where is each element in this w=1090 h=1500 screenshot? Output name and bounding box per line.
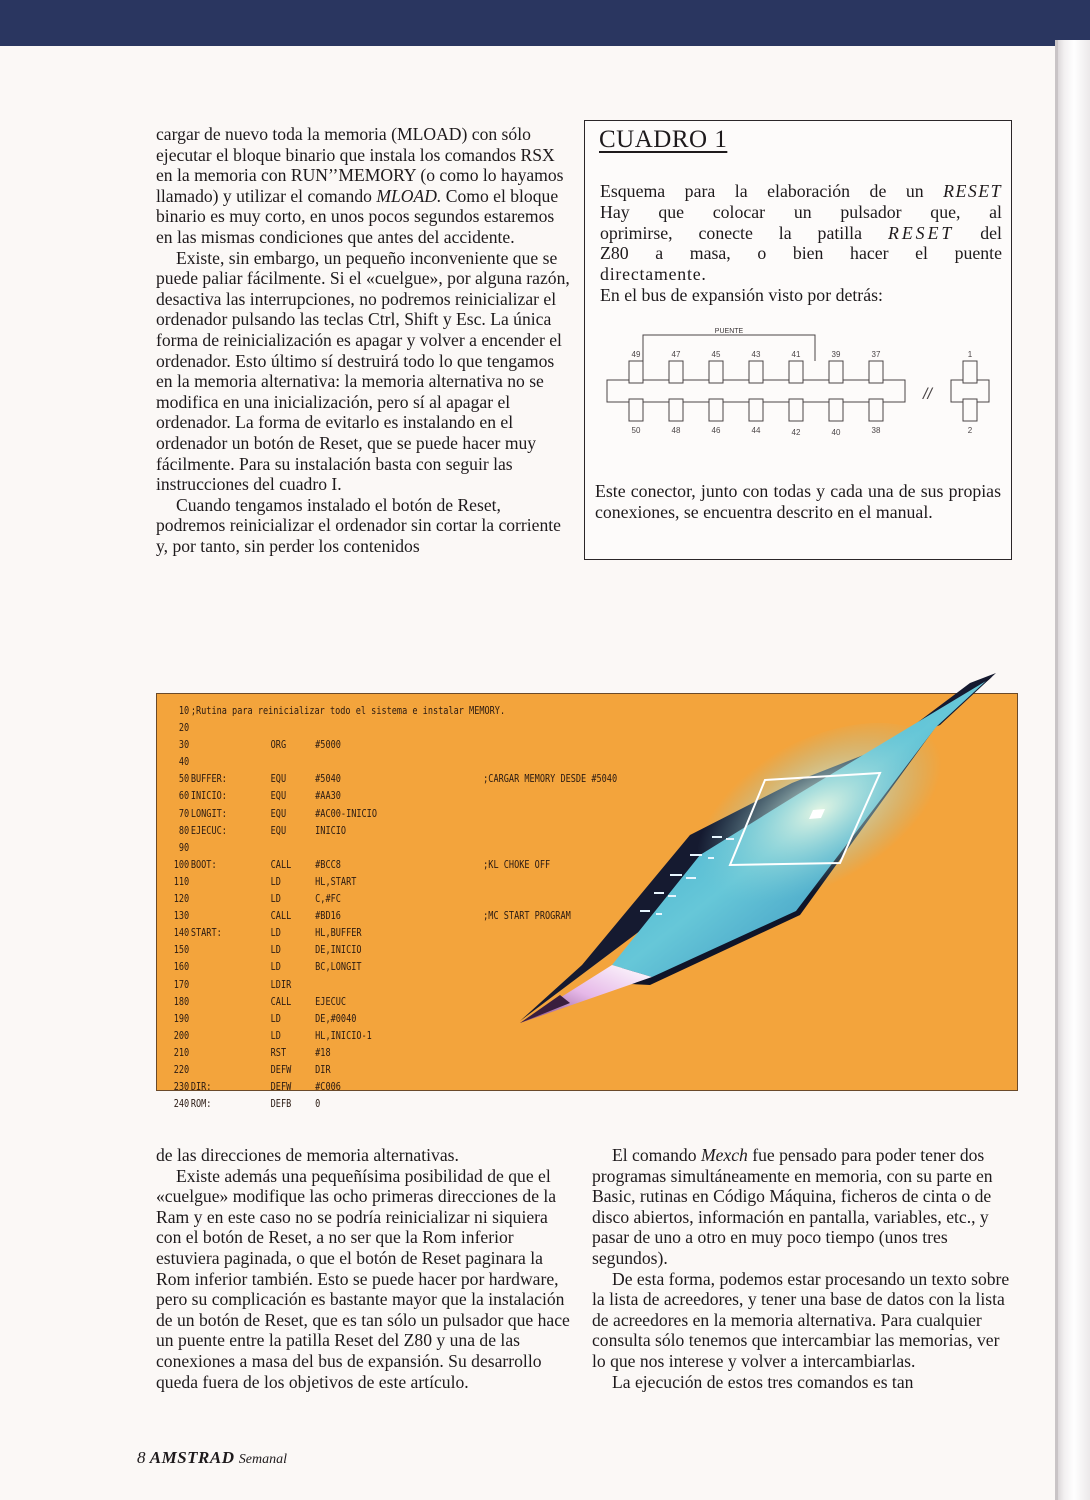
- code-opcode: EQU: [270, 774, 287, 786]
- code-line-number: 150: [173, 945, 190, 957]
- code-operand: HL,START: [315, 876, 357, 888]
- cuadro-box: [584, 120, 1012, 560]
- top-dark-band: [0, 0, 1090, 46]
- code-operand: #18: [315, 1047, 331, 1059]
- magazine-name: AMSTRAD: [149, 1448, 235, 1467]
- pin-label-bottom: 38: [871, 426, 881, 435]
- bridge-label: PUENTE: [714, 328, 744, 335]
- pin-label-bottom: 40: [831, 428, 841, 437]
- code-line-number: 90: [178, 842, 190, 854]
- pin-bottom-end: [963, 399, 977, 421]
- pin-label-bottom: 42: [791, 428, 801, 437]
- pin-top: [709, 361, 723, 383]
- pin-label-bottom: 2: [967, 426, 973, 435]
- computer-illustration: [500, 665, 1000, 1035]
- pin-top: [829, 361, 843, 383]
- pin-label-top: 41: [791, 350, 801, 359]
- code-line-number: 80: [178, 825, 190, 837]
- pin-label-bottom: 46: [711, 426, 721, 435]
- page-number: 8: [137, 1448, 146, 1467]
- box-line: Z80 a masa, o bien hacer el puente: [600, 243, 1002, 264]
- paragraph: cargar de nuevo toda la memoria (MLOAD) con sólo ejecutar el bloque binario que instala los comandos RSX en la memoria con RUN’’MEMORY (o como lo hayamos llamado) y utilizar el comando MLOAD. Como el bloque binario es muy corto, en unos pocos segundos estaremos en las mismas condiciones que antes del accidente.: [156, 124, 564, 247]
- pin-label-bottom: 48: [671, 426, 681, 435]
- code-operand: INICIO: [315, 825, 347, 837]
- code-line-number: 230: [173, 1082, 190, 1094]
- pin-bottom: [669, 399, 683, 421]
- pin-top: [669, 361, 683, 383]
- code-line: [169, 1062, 617, 1079]
- code-line: [169, 1079, 617, 1096]
- code-opcode: EQU: [270, 791, 287, 803]
- code-operand: #AC00-INICIO: [315, 808, 377, 820]
- code-opcode: LD: [270, 928, 281, 940]
- pin-bottom: [869, 399, 883, 421]
- code-operand: #BD16: [315, 911, 341, 923]
- code-line-number: 10: [178, 706, 190, 717]
- pin-label-bottom: 50: [631, 426, 641, 435]
- code-operand: HL,BUFFER: [315, 928, 362, 940]
- code-opcode: DEFW: [270, 1082, 292, 1094]
- code-operand: #BCC8: [315, 859, 341, 871]
- box-line: oprimirse, conecte la patilla RESET del: [600, 222, 1002, 243]
- pin-label-top: 39: [831, 350, 841, 359]
- bridge-line: [643, 335, 815, 361]
- code-line-number: 40: [178, 757, 190, 769]
- paragraph: La ejecución de estos tres comandos es tan: [612, 1371, 914, 1392]
- code-line-number: 140: [173, 928, 190, 940]
- code-line-number: 180: [173, 996, 190, 1008]
- paragraph: El comando Mexch fue pensado para poder tener dos programas simultáneamente en memoria, con su parte en Basic, rutinas en Código Máquina, ficheros de cinta o de disco abiertos, información en pantalla, variables, etc., y pasar de uno a otro en muy poco tiempo (unos tres segundos).: [592, 1145, 993, 1268]
- code-opcode: LD: [270, 894, 281, 906]
- code-operand: #5040: [315, 774, 341, 786]
- pin-label-top: 1: [967, 350, 973, 359]
- column-left-bottom: [156, 1145, 576, 1392]
- pin-bottom: [789, 399, 803, 421]
- break-mark: //: [923, 386, 932, 403]
- code-label: DIR:: [190, 1082, 212, 1094]
- code-opcode: LD: [270, 945, 281, 957]
- code-opcode: DEFB: [270, 1099, 292, 1111]
- paragraph: Existe, sin embargo, un pequeño inconveniente que se puede paliar fácilmente. Si el «cuelgue», por alguna razón, desactiva las interrupciones, no podremos reinicializar el ordenador pulsando las teclas Ctrl, Shift y Esc. La única forma de reinicialización es apagar y volver a encender el ordenador. Esto último sí destruirá todo lo que tengamos en la memoria alternativa: la memoria alternativa no se modifica en una inicialización, pero sí al apagar el ordenador. La forma de evitarlo es instalando en el ordenador un botón de Reset, que se puede hacer muy fácilmente. Para su instalación basta con seguir las instrucciones del cuadro I.: [156, 247, 570, 495]
- code-label: EJECUC:: [190, 825, 227, 837]
- expansion-bus-diagram: [605, 327, 999, 457]
- pin-label-top: 45: [711, 350, 721, 359]
- code-operand: DE,INICIO: [315, 945, 362, 957]
- paragraph: Cuando tengamos instalado el botón de Reset, podremos reinicializar el ordenador sin cortar la corriente y, por tanto, sin perder los contenidos: [156, 494, 561, 556]
- code-operand: DIR: [315, 1064, 331, 1076]
- pin-label-top: 47: [671, 350, 681, 359]
- code-line-number: 120: [173, 894, 190, 906]
- code-line-number: 220: [173, 1064, 190, 1076]
- pin-bottom: [629, 399, 643, 421]
- code-line: [169, 1045, 617, 1062]
- pin-top: [869, 361, 883, 383]
- code-opcode: LDIR: [270, 979, 292, 991]
- code-comment: ;KL CHOKE OFF: [483, 859, 551, 871]
- pin-bottom: [709, 399, 723, 421]
- code-line-number: 240: [173, 1099, 190, 1111]
- code-opcode: LD: [270, 1030, 281, 1042]
- code-comment: ;MC START PROGRAM: [483, 911, 571, 923]
- code-line-number: 160: [173, 962, 190, 974]
- code-comment: ;CARGAR MEMORY DESDE #5040: [483, 774, 618, 786]
- code-line: [169, 1096, 617, 1113]
- code-operand: HL,INICIO-1: [315, 1030, 372, 1042]
- magazine-section: Semanal: [238, 1452, 287, 1467]
- code-line-number: 110: [173, 876, 190, 888]
- code-label: BUFFER:: [190, 774, 227, 786]
- page-footer: [137, 1448, 287, 1468]
- box-line: Esquema para la elaboración de un RESET: [600, 181, 1002, 201]
- code-label: LONGIT:: [190, 808, 227, 820]
- code-label: START:: [190, 928, 222, 940]
- code-operand: 0: [315, 1099, 321, 1111]
- code-operand: ;Rutina para reinicializar todo el sistema e instalar MEMORY.: [190, 706, 506, 717]
- paragraph: De esta forma, podemos estar procesando un texto sobre la lista de acreedores, y tener una base de datos con la lista de acreedores en la memoria alternativa. Para cualquier consulta sólo tenemos que intercambiar las memorias, ver lo que nos interese y volver a intercambiarlas.: [592, 1268, 1010, 1371]
- code-operand: C,#FC: [315, 894, 341, 906]
- code-opcode: CALL: [270, 996, 292, 1008]
- pin-top: [789, 361, 803, 383]
- pin-top-end: [963, 361, 977, 383]
- box-line: directamente.: [600, 264, 707, 285]
- code-operand: #C006: [315, 1082, 341, 1094]
- box-text: [600, 181, 1002, 306]
- pin-label-top: 37: [871, 350, 881, 359]
- code-operand: #5000: [315, 740, 341, 752]
- box-line: Hay que colocar un pulsador que, al: [600, 201, 1002, 222]
- code-operand: #AA30: [315, 791, 341, 803]
- code-opcode: LD: [270, 962, 281, 974]
- pin-bottom: [749, 399, 763, 421]
- box-footer-paragraph: Este conector, junto con todas y cada una de sus propias conexiones, se encuentra descrito en el manual.: [595, 481, 1001, 522]
- column-right-bottom: [592, 1145, 1012, 1392]
- box-title: CUADRO 1: [599, 126, 728, 153]
- code-opcode: EQU: [270, 808, 287, 820]
- code-label: BOOT:: [190, 859, 217, 871]
- pin-top: [749, 361, 763, 383]
- code-opcode: DEFW: [270, 1064, 292, 1076]
- code-opcode: CALL: [270, 859, 292, 871]
- column-left-top: [156, 124, 574, 556]
- code-line-number: 190: [173, 1013, 190, 1025]
- code-opcode: EQU: [270, 825, 287, 837]
- pin-top: [629, 361, 643, 383]
- code-line-number: 210: [173, 1047, 190, 1059]
- code-operand: BC,LONGIT: [315, 962, 362, 974]
- pin-bottom: [829, 399, 843, 421]
- box-footer-text: [595, 481, 1001, 523]
- code-line-number: 130: [173, 911, 190, 923]
- code-line-number: 170: [173, 979, 190, 991]
- code-line-number: 100: [173, 859, 190, 871]
- code-opcode: ORG: [270, 740, 287, 752]
- box-line: En el bus de expansión visto por detrás:: [600, 284, 883, 305]
- pin-label-top: 43: [751, 350, 761, 359]
- code-line-number: 70: [178, 808, 190, 820]
- pin-label-bottom: 44: [751, 426, 761, 435]
- code-operand: DE,#0040: [315, 1013, 357, 1025]
- next-page-edge: [1058, 40, 1090, 1500]
- paragraph: de las direcciones de memoria alternativas.: [156, 1145, 459, 1165]
- code-label: ROM:: [190, 1099, 212, 1111]
- code-line-number: 20: [178, 723, 190, 735]
- code-line-number: 50: [178, 774, 190, 786]
- code-line-number: 60: [178, 791, 190, 803]
- code-opcode: CALL: [270, 911, 292, 923]
- paragraph: Existe además una pequeñísima posibilidad de que el «cuelgue» modifique las ocho primeras direcciones de la Ram y en este caso no se podría reinicializar ni siquiera con el botón de Reset, a no ser que la Rom inferior estuviera paginada, o que el botón de Reset paginara la Rom inferior también. Esto se puede hacer por hardware, pero su complicación es bastante mayor que la instalación de un botón de Reset, que es tan sólo un pulsador que hace un puente entre la patilla Reset del Z80 y una de las conexiones a masa del bus de expansión. Su desarrollo queda fuera de los objetivos de este artículo.: [156, 1165, 570, 1392]
- code-line-number: 30: [178, 740, 190, 752]
- code-opcode: LD: [270, 876, 281, 888]
- code-line-number: 200: [173, 1030, 190, 1042]
- code-opcode: RST: [270, 1047, 287, 1059]
- code-opcode: LD: [270, 1013, 281, 1025]
- code-operand: EJECUC: [315, 996, 347, 1008]
- code-label: INICIO:: [190, 791, 227, 803]
- pin-label-top: 49: [631, 350, 641, 359]
